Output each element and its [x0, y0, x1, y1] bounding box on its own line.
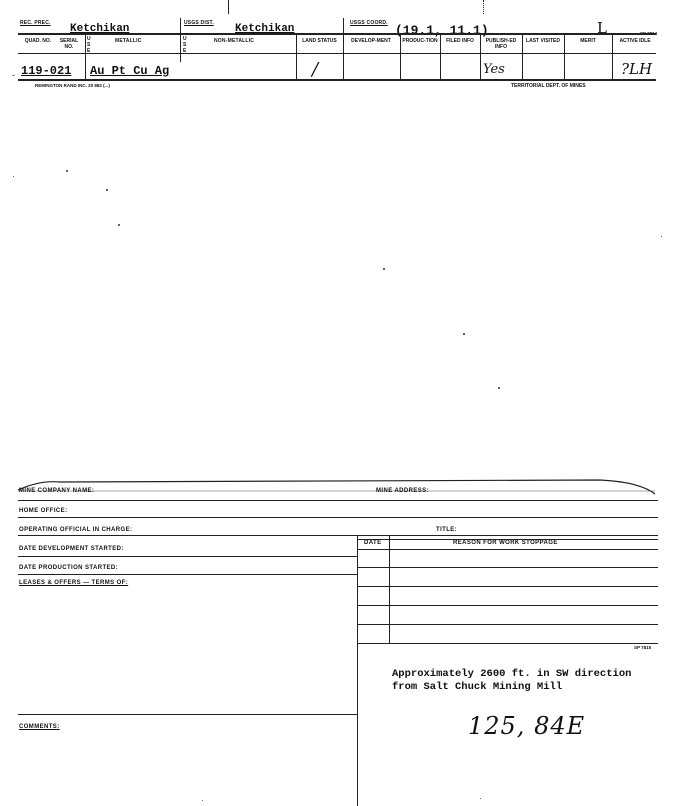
operating-official-label: OPERATING OFFICIAL IN CHARGE:: [19, 527, 133, 533]
last-visited-header: LAST VISITED: [526, 38, 560, 44]
reason-header: REASON FOR WORK STOPPAGE: [453, 540, 558, 546]
department-name: TERRITORIAL DEPT. OF MINES: [511, 83, 586, 89]
scan-speck: [13, 176, 14, 177]
use-flags-non-metallic: U S E: [183, 36, 187, 54]
scan-speck: [498, 387, 500, 389]
table-rule: [357, 643, 658, 644]
usgs-dist-label: USGS DIST.: [184, 20, 214, 26]
usgs-coord-label: USGS COORD.: [350, 20, 388, 26]
divider: [564, 35, 565, 80]
published-info-header: PUBLISH-ED INFO: [485, 38, 517, 50]
table-column-line: [389, 536, 390, 644]
header-rule: [18, 33, 656, 35]
divider: [440, 35, 441, 80]
serial-no-header: SERIAL NO.: [59, 38, 79, 50]
form-rule: [18, 574, 357, 575]
scan-speck: [463, 333, 465, 335]
metallic-value: Au Pt Cu Ag: [90, 64, 170, 78]
published-info-value: Yes: [483, 62, 505, 77]
title-label: TITLE:: [436, 527, 458, 533]
leases-offers-label: LEASES & OFFERS — TERMS OF:: [19, 580, 129, 586]
date-header: DATE: [364, 540, 382, 546]
divider: [85, 35, 86, 80]
non-metallic-header: NON-METALLIC: [214, 38, 255, 44]
top-tick-mark: [228, 0, 229, 14]
divider: [480, 35, 481, 80]
scan-speck: [480, 798, 481, 799]
card-edge: [0, 472, 678, 502]
date-production-started-label: DATE PRODUCTION STARTED:: [19, 565, 119, 571]
table-rule: [357, 605, 658, 606]
date-development-started-label: DATE DEVELOPMENT STARTED:: [19, 546, 124, 552]
land-status-header: LAND STATUS: [302, 38, 337, 44]
rec-prec-label: REC. PREC.: [20, 20, 51, 26]
serial-value: 119-021: [21, 64, 72, 78]
divider: [296, 35, 297, 80]
typed-note-line1: Approximately 2600 ft. in SW direction: [392, 668, 632, 680]
land-status-value: /: [312, 59, 319, 80]
form-number: SP 7814: [640, 31, 658, 36]
home-office-label: HOME OFFICE:: [19, 508, 68, 514]
top-tick-mark: [483, 0, 484, 14]
active-idle-header: ACTIVE IDLE: [619, 38, 651, 44]
form-rule: [18, 535, 658, 536]
divider: [612, 35, 613, 80]
divider: [343, 18, 344, 80]
table-rule: [357, 549, 658, 550]
divider: [522, 35, 523, 80]
usgs-coord-value: (19.1, 11.1): [395, 23, 489, 38]
metallic-header: METALLIC: [115, 38, 142, 44]
scan-speck: [383, 268, 385, 270]
divider: [180, 18, 181, 62]
merit-header: MERIT: [580, 38, 596, 44]
quad-no-header: QUAD. NO.: [24, 38, 52, 44]
form-rule: [18, 556, 357, 557]
table-rule: [357, 624, 658, 625]
active-idle-value: ?LH: [621, 60, 653, 78]
mine-company-name-label: MINE COMPANY NAME:: [19, 488, 95, 494]
form-number: SP 7815: [634, 645, 652, 650]
table-rule: [357, 586, 658, 587]
scan-speck: [106, 189, 108, 191]
printer-note: REMINGTON RAND INC. 20 882 (...): [35, 83, 110, 88]
development-header: DEVELOP-MENT: [351, 38, 391, 44]
scan-speck: [661, 236, 662, 237]
form-rule: [18, 517, 658, 518]
bottom-rule: [18, 79, 656, 81]
scan-speck: [118, 224, 120, 226]
use-flags-metallic: U S E: [87, 36, 91, 54]
table-column-line: [357, 536, 358, 806]
row-dash: -: [12, 70, 15, 80]
comments-label: COMMENTS:: [19, 724, 60, 730]
filed-info-header: FILED INFO: [446, 38, 474, 44]
production-header: PRODUC-TION: [402, 38, 438, 44]
top-right-mark: L: [597, 19, 607, 37]
mine-address-label: MINE ADDRESS:: [376, 488, 429, 494]
form-rule: [18, 500, 658, 501]
form-rule: [18, 714, 357, 715]
scan-speck: [202, 800, 203, 801]
rec-prec-value: Ketchikan: [70, 23, 130, 35]
scan-speck: [66, 170, 68, 172]
handwritten-note: 125, 84E: [468, 712, 586, 740]
typed-note-line2: from Salt Chuck Mining Mill: [392, 681, 563, 693]
usgs-dist-value: Ketchikan: [235, 23, 295, 35]
table-rule: [357, 567, 658, 568]
header-rule: [18, 53, 656, 54]
